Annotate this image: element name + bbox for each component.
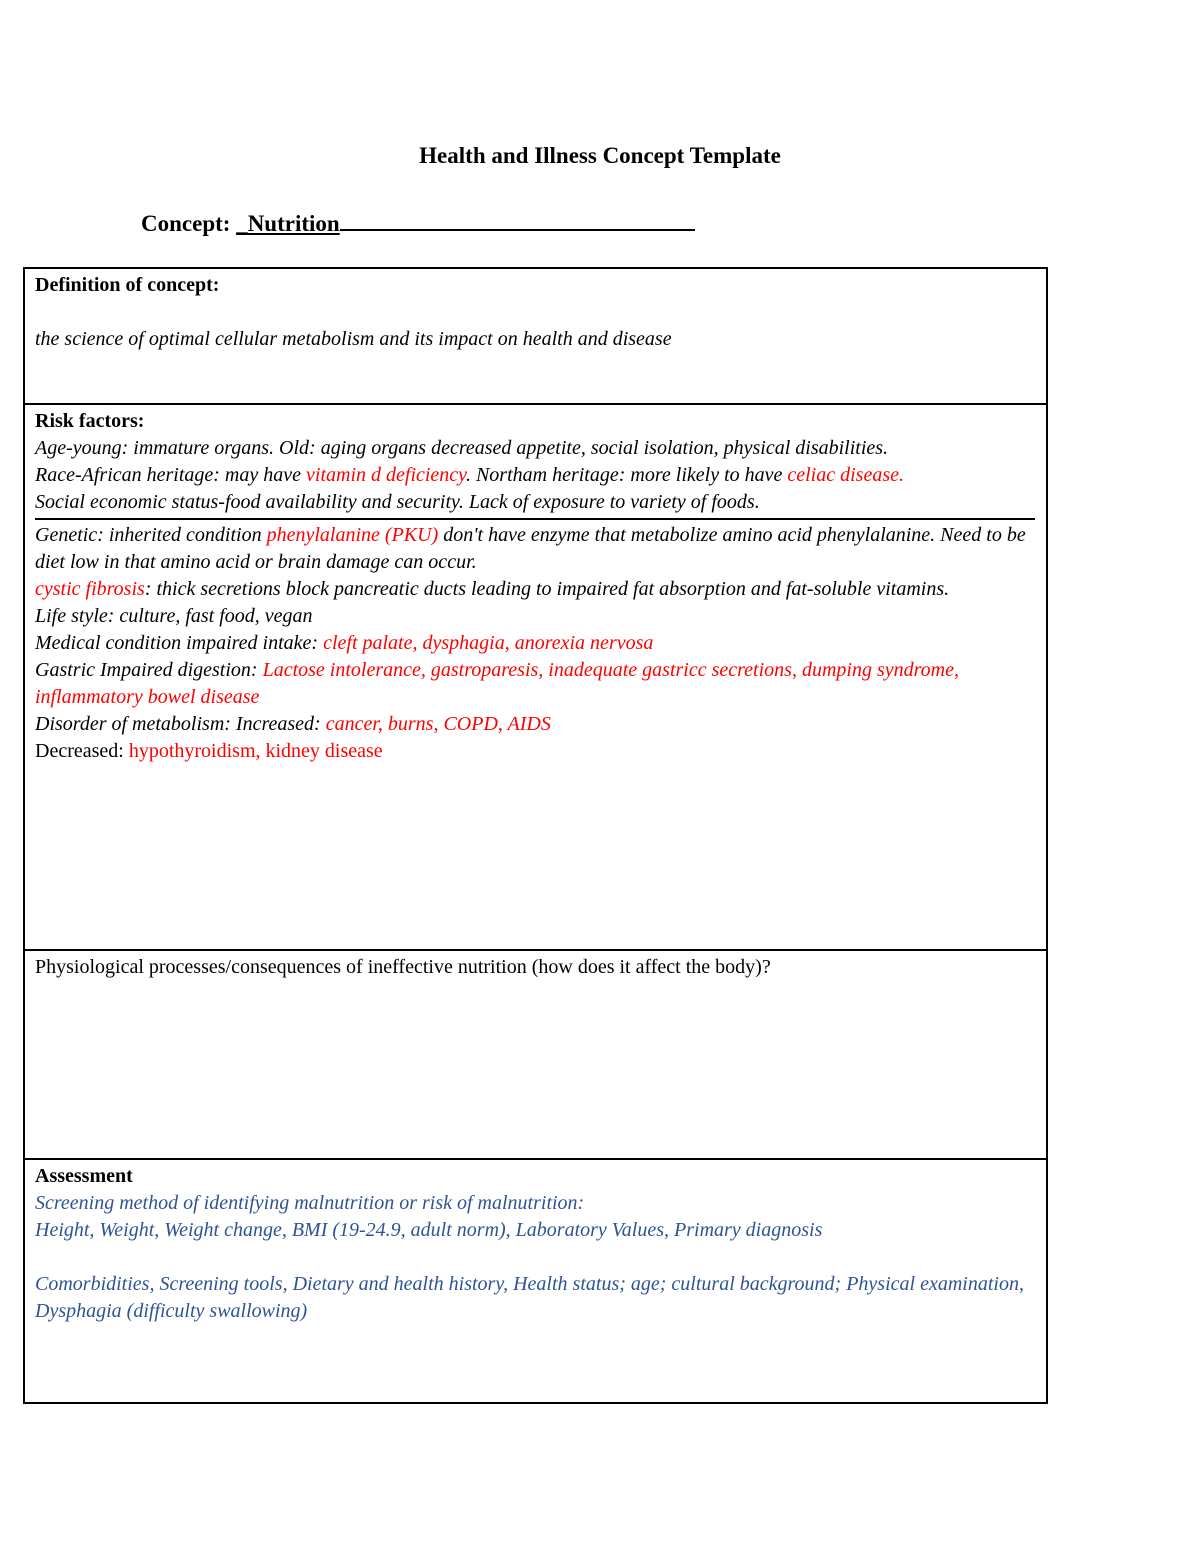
risk-medical-highlight: cleft palate, dysphagia, anorexia nervosa xyxy=(323,632,654,654)
risk-ses: Social economic status-food availability and security. Lack of exposure to variety of foods. xyxy=(35,491,760,513)
physiological-prompt: Physiological processes/consequences of ineffective nutrition (how does it affect the body)? xyxy=(35,956,771,978)
risk-metabolism-text: Disorder of metabolism: Increased: xyxy=(35,713,326,735)
risk-gastric-text: Gastric Impaired digestion: xyxy=(35,659,263,681)
risk-race xyxy=(35,462,1036,489)
risk-cf-highlight: cystic fibrosis xyxy=(35,578,145,600)
risk-genetic-text-b: don't have enzyme that metabolize amino acid phenylalanine. Need to be diet low in that amino acid or brain damage can occur. xyxy=(35,524,1026,573)
risk-decreased-highlight: hypothyroidism, kidney disease xyxy=(128,740,383,762)
definition-text: the science of optimal cellular metabolism and its impact on health and disease xyxy=(35,328,672,350)
risk-genetic xyxy=(35,522,1036,576)
risk-lifestyle: Life style: culture, fast food, vegan xyxy=(35,605,313,627)
concept-label: Concept: xyxy=(141,211,231,236)
risk-medical xyxy=(35,630,1036,657)
concept-prefix: _ xyxy=(236,211,248,236)
page-title: Health and Illness Concept Template xyxy=(419,143,781,168)
definition-cell xyxy=(25,269,1046,405)
assessment-label: Assessment xyxy=(35,1165,133,1187)
risk-medical-text: Medical condition impaired intake: xyxy=(35,632,324,654)
risk-decreased-text: Decreased: xyxy=(35,740,129,762)
risk-factors-label: Risk factors: xyxy=(35,410,145,432)
risk-gastric xyxy=(35,657,1036,711)
risk-genetic-text-a: Genetic: inherited condition xyxy=(35,524,267,546)
spacer xyxy=(35,299,1036,326)
risk-gastric-highlight: Lactose intolerance, gastroparesis, inadequate gastricc secretions, dumping syndrome, inflammatory bowel disease xyxy=(35,659,959,708)
concept-underline xyxy=(340,207,695,231)
risk-race-text-b: . Northam heritage: more likely to have xyxy=(465,464,788,486)
risk-race-text-a: Race-African heritage: may have xyxy=(35,464,307,486)
risk-cystic-fibrosis xyxy=(35,576,1036,603)
definition-label: Definition of concept: xyxy=(35,274,220,296)
risk-race-highlight-1: vitamin d deficiency xyxy=(306,464,466,486)
concept-value-container xyxy=(236,211,340,236)
assessment-cell xyxy=(25,1160,1046,1404)
risk-metabolism xyxy=(35,711,1036,738)
concept-value: Nutrition xyxy=(247,211,340,236)
risk-race-highlight-2: celiac disease. xyxy=(787,464,904,486)
assessment-line-3: Comorbidities, Screening tools, Dietary and health history, Health status; age; cultural background; Physical examination, Dysphagia (difficulty swallowing) xyxy=(35,1273,1024,1322)
risk-metabolism-highlight: cancer, burns, COPD, AIDS xyxy=(325,713,551,735)
assessment-line-2: Height, Weight, Weight change, BMI (19-24.9, adult norm), Laboratory Values, Primary diagnosis xyxy=(35,1219,823,1241)
risk-decreased xyxy=(35,738,1036,765)
risk-age: Age-young: immature organs. Old: aging organs decreased appetite, social isolation, physical disabilities. xyxy=(35,437,889,459)
divider xyxy=(35,518,1035,520)
risk-cf-text: : thick secretions block pancreatic ducts leading to impaired fat absorption and fat-soluble vitamins. xyxy=(144,578,950,600)
spacer xyxy=(35,1244,1036,1271)
physiological-cell xyxy=(25,951,1046,1160)
risk-genetic-highlight: phenylalanine (PKU) xyxy=(266,524,439,546)
risk-factors-cell xyxy=(25,405,1046,951)
assessment-line-1: Screening method of identifying malnutrition or risk of malnutrition: xyxy=(35,1192,585,1214)
concept-line xyxy=(141,207,695,237)
concept-table xyxy=(23,267,1048,1404)
